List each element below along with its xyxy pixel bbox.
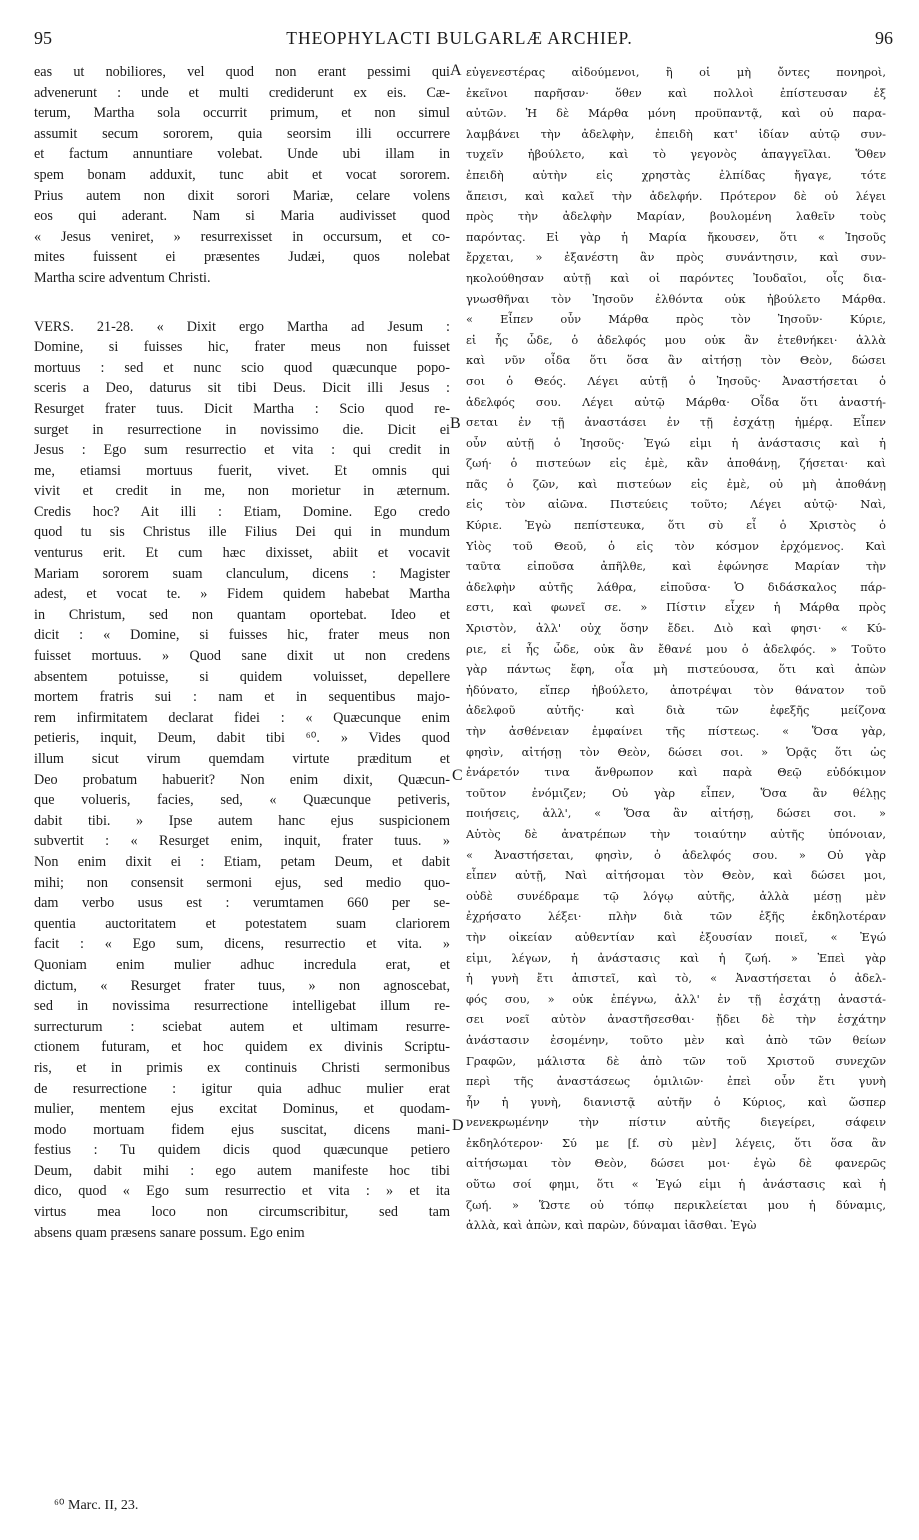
greek-text-line: οὕτω σοί φημι, ὅτι « Ἐγώ εἰμι ἡ ἀνάστασις καὶ ἡ <box>466 1177 886 1192</box>
greek-text-line: Χριστὸν, ἀλλ' οὐχ ὅσην ἔδει. Διὸ καὶ φησι· « Κύ- <box>466 621 886 636</box>
greek-text-line: ἐνάρετόν τινα ἄνθρωπον καὶ παρὰ Θεῷ εὐδόκιμον <box>466 765 886 780</box>
latin-text-line: vivit et credit in me, non morietur in æternum. <box>34 483 450 500</box>
greek-text-line: τυχεῖν ἠβούλετο, καὶ τὸ γεγονὸς ἀπαγγεῖλαι. Ὅθεν <box>466 147 886 162</box>
greek-text-line: αἰτήσωμαι τὸν Θεὸν, δώσει μοι· ἐγὼ δὲ φανερῶς <box>466 1156 886 1171</box>
greek-text-line: γὰρ πάντως ἔφη, οἷα μὴ πιστεύουσα, ὅτι καὶ ἀπὼν <box>466 662 886 677</box>
latin-text-line: surrecturum : sciebat autem et ultimam resurre- <box>34 1018 450 1035</box>
greek-text-line: ἠδύνατο, εἴπερ ἠβούλετο, ἀποτρέψαι τὸν θάνατον τοῦ <box>466 682 886 697</box>
latin-text-line: quod tu sis Christus ille Filius Dei qui in mundum <box>34 524 450 541</box>
latin-text-line: mortuus : sed et nunc scio quod quæcunque popo- <box>34 359 450 376</box>
greek-text-line: ταῦτα εἰποῦσα ἀπῆλθε, καὶ ἐφώνησε Μαρίαν τὴν <box>466 559 886 574</box>
latin-text-line: venturus erit. Et cum hæc dixisset, abiit et vocavit <box>34 545 450 562</box>
latin-text-line: rem infirmitatem declarat fidei : « Quæcunque enim <box>34 709 450 726</box>
latin-text-line: petieris, inquit, Deum, dabit tibi ⁶⁰. » Vides quod <box>34 730 450 747</box>
latin-text-line: ris, et in primis ex continuis Christi sermonibus <box>34 1059 450 1076</box>
latin-text-line: Martha scire adventum Christi. <box>34 269 211 286</box>
greek-text-line: οὐδὲ συνέδραμε τῷ λόγῳ αὐτῆς, ἀλλὰ μέσῃ μὲν <box>466 888 886 903</box>
greek-text-line: σει νοεῖ αὐτὸν ἀναστῆσεσθαι· ᾔδει δὲ τὴν ἐσχάτην <box>466 1012 886 1027</box>
latin-text-line: assumit secum sororem, quia seorsim illi occurrere <box>34 125 450 142</box>
greek-text-line: αὐτῶν. Ἡ δὲ Μάρθα μόνη προϋπαντᾷ, καὶ οὐ παρα- <box>466 106 886 121</box>
greek-text-line: ἦν ἡ γυνὴ, διανιστᾷ αὐτῆν ὁ Κύριος, καὶ ὥσπερ <box>466 1094 886 1109</box>
latin-text-line: advenerunt : unde et multi crediderunt ex eis. Cæ- <box>34 84 450 101</box>
latin-text-line: mulier, mentem ejus excitat Dominus, et quodam- <box>34 1101 450 1118</box>
greek-text-line: ἀνάστασιν ἐσομένην, τοῦτο μὲν καὶ ἀπὸ τῶν θείων <box>466 1032 886 1047</box>
greek-text-line: ἀδελφὴν αὐτῆς λάθρα, εἰποῦσα· Ὁ διδάσκαλος πάρ- <box>466 579 886 594</box>
latin-text-line: spem bonam adduxit, tunc abit et vocat sororem. <box>34 166 450 183</box>
latin-column <box>34 62 450 1243</box>
latin-text-line: dicit : « Domine, si fuisses hic, frater meus non <box>34 627 450 644</box>
latin-text-line: modo mortuam fidem ejus suscitat, dicens mani- <box>34 1121 450 1138</box>
page-number-right: 96 <box>875 28 893 48</box>
greek-text-line: οὖν αὐτῇ ὁ Ἰησοῦς· Ἐγώ εἰμι ἡ ἀνάστασις καὶ ἡ <box>466 435 886 450</box>
latin-text-line: me, etiamsi mortuus fuerit, vivet. Et omnis qui <box>34 462 450 479</box>
greek-text-line: φός σου, » οὐκ ἐπέγνω, ἀλλ' ἐν τῇ ἐσχάτῃ ἀναστά- <box>466 991 886 1006</box>
latin-text-line: festius : Tu quidem dicis quod quæcunque petiero <box>34 1142 450 1159</box>
latin-text-line: fuisset mortuus. » Quod sane dixit ut non credens <box>34 648 450 665</box>
latin-text-line: virtus mea loco non circumscribitur, sed tam <box>34 1204 450 1221</box>
latin-text-line: Credis hoc? Ait illi : Etiam, Domine. Ego credo <box>34 503 450 520</box>
greek-text-line: ζωή· ὁ πιστεύων εἰς ἐμὲ, κἂν ἀποθάνῃ, ζήσεται· καὶ <box>466 456 886 471</box>
greek-text-line: τὴν οἰκείαν αὐθεντίαν καὶ ἐξουσίαν ποιεῖ, « Ἐγώ <box>466 929 886 944</box>
greek-text-line: « Εἶπεν οὖν Μάρθα πρὸς τὸν Ἰησοῦν· Κύριε, <box>466 312 886 327</box>
greek-column <box>466 62 886 1236</box>
latin-text-line: illum sicut virum quemdam virtute præditum et <box>34 751 450 767</box>
latin-text-line: et factum annuntiare volebat. Unde ubi illam in <box>34 146 450 163</box>
greek-text-line: εὐγενεστέρας αἰδούμενοι, ἢ οἱ μὴ ὄντες πονηροὶ, <box>466 65 886 79</box>
margin-marker-c: C <box>452 767 463 784</box>
greek-text-line: νενεκρωμένην τὴν πίστιν αὐτῆς διεγείρει, σάφειν <box>466 1115 886 1130</box>
greek-text-line: ποιήσεις, ἀλλ', « Ὅσα ἂν αἰτήσῃ, δώσει σοι. » <box>466 806 886 821</box>
greek-text-line: ἀδελφός σου. Λέγει αὐτῷ Μάρθα· Οἶδα ὅτι ἀναστή- <box>466 394 886 409</box>
greek-text-line: φησὶν, αἰτήσῃ τὸν Θεὸν, δώσει σοι. » Ὁρᾷς ὅτι ὡς <box>466 744 886 759</box>
greek-text-line: ηκολούθησαν αὐτῇ καὶ οἱ παρόντες Ἰουδαῖοι, οἷς δια- <box>466 270 886 285</box>
greek-text-line: ἀλλὰ, καὶ ἀπὼν, καὶ παρὼν, δύναμαι ἰᾶσθαι. Ἐγὼ <box>466 1218 757 1233</box>
latin-text-line: quentia auctoritatem et potestatem suam clariorem <box>34 915 450 932</box>
latin-text-line: absens quam præsens sanare possum. Ego enim <box>34 1224 305 1241</box>
greek-text-line: ἡ γυνὴ ἔτι ἀπιστεῖ, καὶ τὸ, « Ἀναστήσεται ὁ ἀδελ- <box>466 971 886 986</box>
latin-text-line: subvertit : « Resurget enim, inquit, frater tuus. » <box>34 833 450 850</box>
greek-text-line: ζωή. » Ὥστε οὐ τόπῳ περικλείεται μου ἡ δύναμις, <box>466 1197 886 1212</box>
greek-text-line: εἶπεν αὐτῇ, Ναὶ αἰτήσομαι τὸν Θεὸν, καὶ δώσει μοι, <box>466 868 886 883</box>
latin-text-line: eos qui aderant. Nam si Maria audivisset quod <box>34 208 450 225</box>
greek-text-line: ἄπεισι, καὶ καλεῖ τὴν ἀδελφήν. Πρότερον δὲ οὐ λέγει <box>466 188 886 203</box>
greek-text-line: γνωσθῆναι τὸν Ἰησοῦν ἐλθόντα οὐκ ἠβούλετο Μάρθα. <box>466 291 886 306</box>
greek-text-line: καὶ νῦν οἶδα ὅτι ὅσα ἂν αἰτήσῃ τὸν Θεὸν, δώσει <box>466 353 886 368</box>
latin-text-line: terum, Martha sola occurrit primum, et non simul <box>34 105 450 122</box>
latin-text-line: Jesus : Ego sum resurrectio et vita : qui credit in <box>34 442 450 459</box>
latin-text-line: VERS. 21-28. « Dixit ergo Martha ad Jesum : <box>34 318 450 335</box>
greek-text-line: ἐκεῖνοι παρῆσαν· ὅθεν καὶ πολλοὶ ἐπίστευσαν ἐξ <box>466 85 886 100</box>
greek-text-line: ἐπειδὴ αὐτὴν εἰς χρηστὰς ἐλπίδας ἤγαγε, τότε <box>466 167 886 182</box>
greek-text-line: εἰς τὸν αἰῶνα. Πιστεύεις τοῦτο; Λέγει αὐτῷ· Ναὶ, <box>466 497 886 512</box>
latin-text-line: Non enim dixit ei : Etiam, petam Deum, et dabit <box>34 853 450 870</box>
greek-text-line: Κύριε. Ἐγὼ πεπίστευκα, ὅτι σὺ εἶ ὁ Χριστὸς ὁ <box>466 518 886 533</box>
greek-text-line: Υἱὸς τοῦ Θεοῦ, ὁ εἰς τὸν κόσμον ἐρχόμενος. Καὶ <box>466 538 886 553</box>
latin-text-line: Resurget frater tuus. Dicit Martha : Scio quod re- <box>34 400 450 417</box>
greek-text-line: πρὸς τὴν ἀδελφὴν Μαρίαν, βουλομένη λαθεῖν τοὺς <box>466 209 886 224</box>
latin-text-line: facit : « Ego sum, dicens, resurrectio et vita. » <box>34 936 450 953</box>
margin-marker-d: D <box>452 1117 464 1134</box>
latin-text-line: adest, et vocat te. » Fidem quidem habebat Martha <box>34 586 450 603</box>
page-number-left: 95 <box>34 28 52 48</box>
greek-text-line: εἰμι, λέγων, ἡ ἀνάστασις καὶ ἡ ζωή. » Ἐπεὶ γὰρ <box>466 950 886 965</box>
latin-text-line: que volueris, facies, sed, « Quæcunque petiveris, <box>34 792 450 809</box>
greek-text-line: περὶ τῆς ἀναστάσεως ὁμιλιῶν· ἐπεὶ οὖν ἔτι γυνὴ <box>466 1074 886 1089</box>
latin-text-line: surget in resurrectione in novissimo die. Dicit ei <box>34 421 450 438</box>
greek-text-line: ἔρχεται, » ἐξανέστη ἂν πρὸς συνάντησιν, καὶ συν- <box>466 250 886 265</box>
latin-text-line: Deum, dabit mihi : ego autem manifeste hoc tibi <box>34 1162 450 1179</box>
running-title: THEOPHYLACTI BULGARLÆ ARCHIEP. <box>286 28 633 48</box>
latin-text-line: « Jesus veniret, » resurrexisset in occursum, et co- <box>34 228 450 245</box>
latin-text-line: de resurrectione : igitur quia adhuc mulier erat <box>34 1080 450 1097</box>
greek-text-line: εἰ ἦς ὧδε, ὁ ἀδελφός μου οὐκ ἂν ἐτεθνήκει· ἀλλὰ <box>466 332 886 347</box>
page-header <box>0 28 919 56</box>
latin-text-line: sceris a Deo, daturus sit tibi Deus. Dicit illi Jesus : <box>34 380 450 397</box>
greek-text-line: εστι, καὶ φωνεῖ σε. » Πίστιν εἶχεν ἡ Μάρθα πρὸς <box>466 600 886 615</box>
greek-text-line: παρόντας. Εἰ γὰρ ἡ Μαρία ἤκουσεν, ὅτι « Ἰησοῦς <box>466 229 886 244</box>
latin-text-line: sed in novissima resurrectione intelligebat illum re- <box>34 998 450 1015</box>
latin-text-line: mihi; non consensit sermoni ejus, sed medio quo- <box>34 874 450 891</box>
latin-text-line: absentem potuisse, si quidem voluisset, depellere <box>34 668 450 685</box>
greek-text-line: Αὐτὸς δὲ ἀνατρέπων τὴν τοιαύτην αὐτῆς ὑπόνοιαν, <box>466 826 886 841</box>
latin-text-line: dam verbo usus est : verumtamen 660 per se- <box>34 895 450 912</box>
margin-marker-b: B <box>450 415 461 432</box>
greek-text-line: « Ἀναστήσεται, φησὶν, ὁ ἀδελφός σου. » Οὐ γὰρ <box>466 847 886 862</box>
latin-text-line: Quoniam enim mulier adhuc incredula erat, et <box>34 956 450 973</box>
greek-text-line: τὴν ἀσθένειαν ἐμφαίνει τῆς πίστεως. « Ὅσα γὰρ, <box>466 724 886 738</box>
latin-text-line: dictum, « Resurget frater tuus, » non agnoscebat, <box>34 977 450 994</box>
latin-text-line: dico, quod « Ego sum resurrectio et vita : » et ita <box>34 1183 450 1200</box>
greek-text-line: σεται ἐν τῇ ἀναστάσει ἐν τῇ ἐσχάτῃ ἡμέρᾳ. Εἶπεν <box>466 415 886 430</box>
greek-text-line: σοι ὁ Θεός. Λέγει αὐτῇ ὁ Ἰησοῦς· Ἀναστήσεται ὁ <box>466 373 886 388</box>
margin-marker-a: A <box>450 62 462 79</box>
greek-text-line: ἐχρήσατο λέξει· πλὴν διὰ τῶν ἑξῆς ἐκδηλοτέραν <box>466 909 886 924</box>
latin-text-line: Mariam sororem suam clanculum, dicens : Magister <box>34 565 450 582</box>
greek-text-line: λαμβάνει τὴν ἀδελφὴν, ἐπειδὴ κατ' ἰδίαν αὐτῷ συν- <box>466 126 886 141</box>
latin-text-line: mortem fratris sui : nam et in sequentibus majo- <box>34 689 450 706</box>
latin-text-line: mites fuissent ei præsentes Judæi, quos nolebat <box>34 249 450 266</box>
latin-text-line: dabit tibi. » Ipse autem hanc ejus suspicionem <box>34 812 450 829</box>
latin-text-line <box>34 289 450 317</box>
latin-text-line: in Christum, sed non quantam oportebat. Ideo et <box>34 606 450 623</box>
greek-text-line: ἐκδηλότερον· Σύ με [f. σὺ μὲν] λέγεις, ὅτι ὅσα ἂν <box>466 1135 886 1150</box>
greek-text-line: πᾶς ὁ ζῶν, καὶ πιστεύων εἰς ἐμὲ, οὐ μὴ ἀποθάνῃ <box>466 476 886 491</box>
footnote: ⁶⁰ Marc. II, 23. <box>54 1498 139 1513</box>
greek-text-line: Γραφῶν, μάλιστα δὲ ἀπὸ τῶν τοῦ Χριστοῦ συνεχῶν <box>466 1053 886 1068</box>
greek-text-line: τοῦτον ἐνόμιζεν; Οὐ γὰρ εἶπεν, Ὅσα ἂν θέλῃς <box>466 785 886 800</box>
greek-text-line: ριε, εἰ ἦς ὧδε, οὐκ ἂν ἔθανέ μου ὁ ἀδελφός. » Τοῦτο <box>466 641 886 656</box>
latin-text-line: Prius autem non dixit sorori Mariæ, celare volens <box>34 187 450 204</box>
latin-text-line: Domine, si fuisses hic, frater meus non fuisset <box>34 339 450 356</box>
latin-text-line: eas ut nobiliores, vel quod non erant pessimi qui <box>34 64 450 80</box>
greek-text-line: ἀδελφοῦ αὐτῆς· καὶ διὰ τῶν ἐφεξῆς μείζονα <box>466 703 886 718</box>
latin-text-line: ctionem futuram, et hoc quidem ex divinis Scriptu- <box>34 1039 450 1056</box>
latin-text-line: Deo probatum habuerit? Non enim dixit, Quæcun- <box>34 771 450 788</box>
